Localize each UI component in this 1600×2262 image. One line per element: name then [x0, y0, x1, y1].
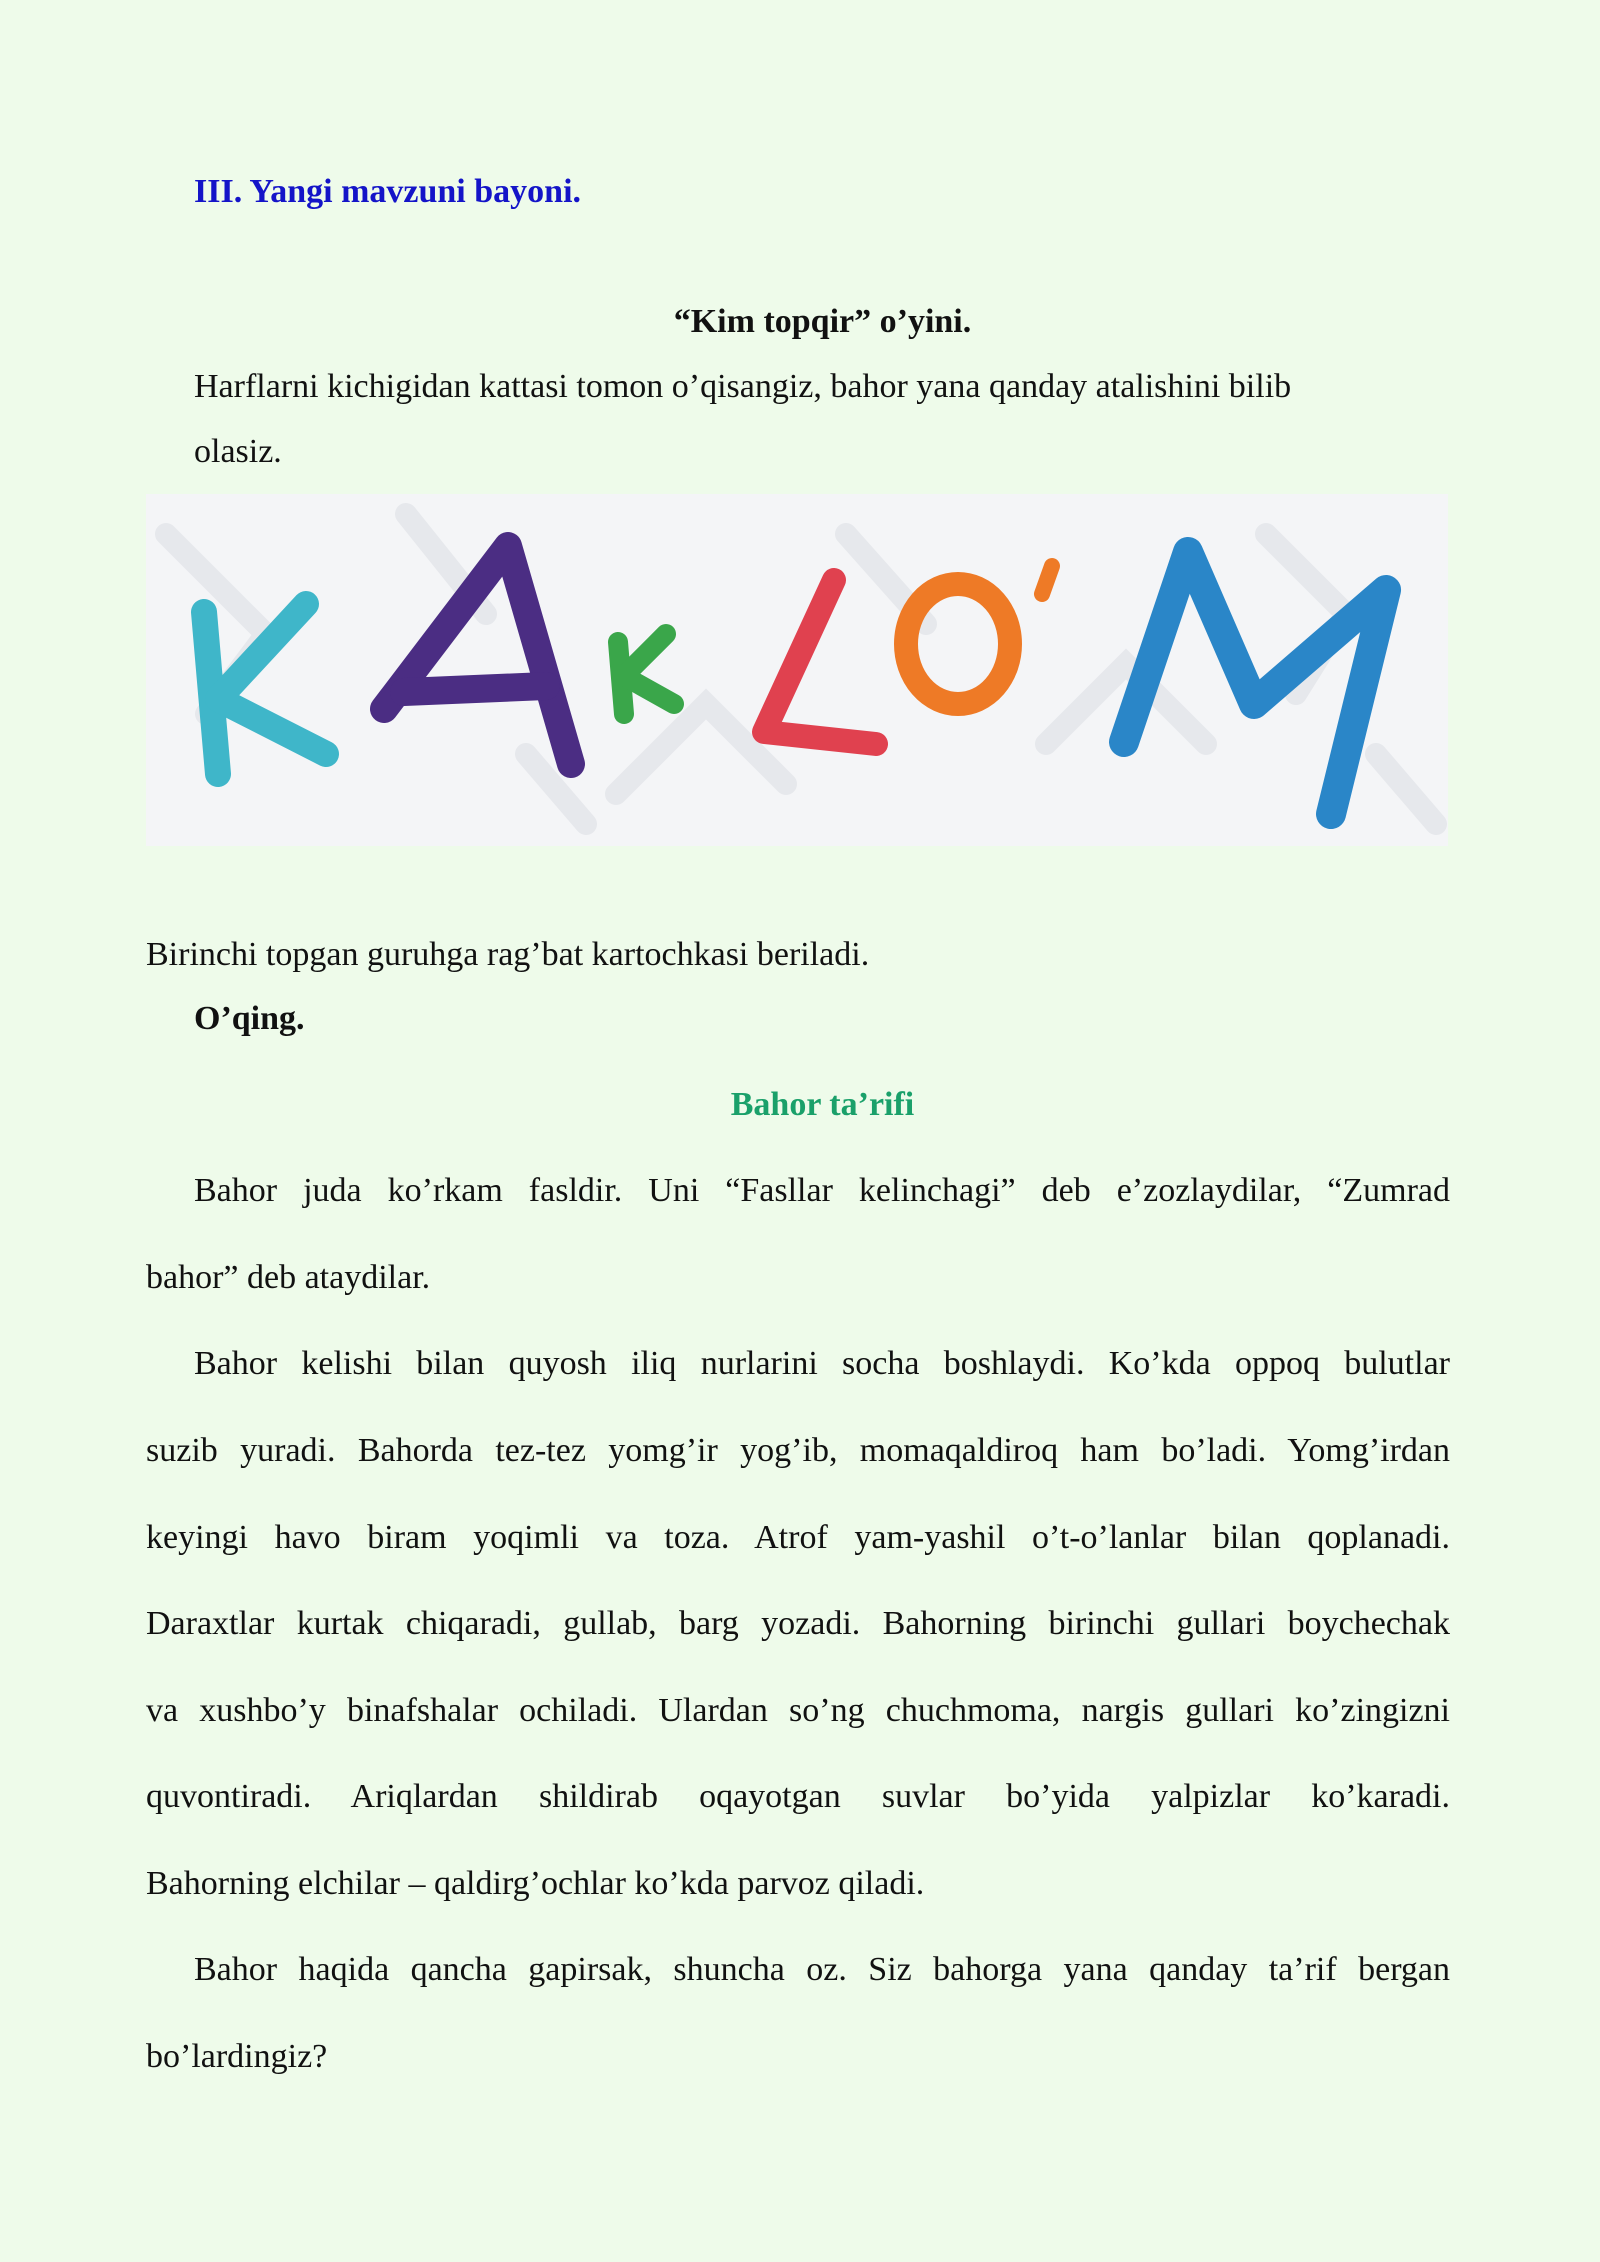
- instruction-line-1: Harflarni kichigidan kattasi tomon o’qisangiz, bahor yana qanday atalishini bilib: [194, 368, 1292, 405]
- reward-text: Birinchi topgan guruhga rag’bat kartochkasi beriladi.: [146, 936, 870, 973]
- letter-l-red: [764, 580, 876, 744]
- paragraph-3-line-1: Bahor haqida qancha gapirsak, shuncha oz. Siz bahorga yana qanday ta’rif bergan: [194, 1951, 1450, 1988]
- paragraph-2-line-4: Daraxtlar kurtak chiqaradi, gullab, barg yozadi. Bahorning birinchi gullari boychechak: [146, 1605, 1450, 1642]
- game-title: “Kim topqir” o’yini.: [673, 303, 972, 340]
- letter-m-blue: [1124, 552, 1386, 814]
- letter-k-green: [618, 634, 674, 714]
- letter-o-orange: [906, 584, 1010, 704]
- paragraph-2-line-3: keyingi havo biram yoqimli va toza. Atrof yam-yashil o’t-o’lanlar bilan qoplanadi.: [146, 1519, 1450, 1556]
- paragraph-1-line-1: Bahor juda ko’rkam fasldir. Uni “Fasllar kelinchagi” deb e’zozlaydilar, “Zumrad: [194, 1172, 1450, 1209]
- paragraph-2-line-6: quvontiradi. Ariqlardan shildirab oqayotgan suvlar bo’yida yalpizlar ko’karadi.: [146, 1778, 1450, 1815]
- letter-a-purple: [384, 546, 571, 764]
- letter-k-cyan: [204, 604, 326, 774]
- section-heading: III. Yangi mavzuni bayoni.: [194, 173, 582, 210]
- letter-puzzle-image: [146, 494, 1448, 846]
- read-label: O’qing.: [194, 1000, 305, 1037]
- paragraph-2-line-5: va xushbo’y binafshalar ochiladi. Ulardan so’ng chuchmoma, nargis gullari ko’zingizni: [146, 1692, 1450, 1729]
- story-title: Bahor ta’rifi: [730, 1086, 915, 1123]
- apostrophe-mark: [1042, 566, 1052, 594]
- paragraph-1-line-2: bahor” deb ataydilar.: [146, 1259, 431, 1296]
- paragraph-3-line-2: bo’lardingiz?: [146, 2038, 328, 2075]
- instruction-line-2: olasiz.: [194, 433, 282, 470]
- paragraph-2-line-1: Bahor kelishi bilan quyosh iliq nurlarini socha boshlaydi. Ko’kda oppoq bulutlar: [194, 1345, 1450, 1382]
- paragraph-2-line-2: suzib yuradi. Bahorda tez-tez yomg’ir yog’ib, momaqaldiroq ham bo’ladi. Yomg’irdan: [146, 1432, 1450, 1469]
- paragraph-2-line-7: Bahorning elchilar – qaldirg’ochlar ko’kda parvoz qiladi.: [146, 1865, 925, 1902]
